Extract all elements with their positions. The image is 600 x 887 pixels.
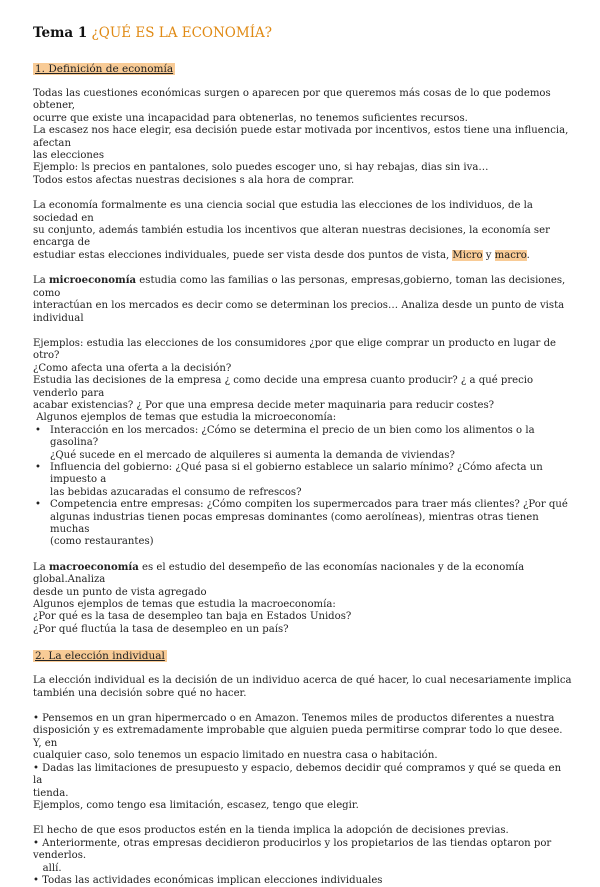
s2-p1-line2: también una decisión sobre qué no hacer. (33, 687, 247, 699)
s2-point2-line1: • Dadas las limitaciones de presupuesto y espacio, debemos decidir qué compramos y qué se queda en la (33, 762, 562, 787)
micro-term: microeconomía (48, 275, 137, 287)
macro-term: macroeconomía (48, 561, 139, 573)
examples-line3: Estudia las decisiones de la empresa ¿ como decide una empresa cuanto producir? ¿ a qué precio venderlo para (33, 375, 534, 399)
s1-p1-line4: las elecciones (33, 150, 105, 162)
s1-p1-line6: Todos estos afectas nuestras decisiones s ala hora de comprar. (33, 174, 355, 186)
page-title (33, 24, 572, 42)
macro-line5: ¿Por qué fluctúa la tasa de desempleo en un país? (33, 623, 289, 635)
s2-point1-line1: • Pensemos en un gran hipermercado o en Amazon. Tenemos miles de productos diferentes a nuestra (33, 713, 555, 725)
macro-highlight: macro (494, 249, 527, 261)
list-item: • Competencia entre empresas: ¿Cómo compiten los supermercados para traer más clientes? ¿Por qué algunas industrias tienen pocas empresas dominantes (como aerolíneas), mientras otras tienen muchas (como restaurantes) (50, 499, 572, 549)
examples-line1: Ejemplos: estudia las elecciones de los consumidores ¿por que elige comprar un producto en lugar de otro? (33, 337, 557, 362)
list-item: • Interacción en los mercados: ¿Cómo se determina el precio de un bien como los alimentos o la gasolina? ¿Qué sucede en el mercado de alquileres si aumenta la demanda de viviendas? (50, 425, 572, 462)
s2-p3-line2: • Anteriormente, otras empresas decidieron producirlos y los propietarios de las tiendas optaron por venderlos. (33, 837, 552, 862)
s1-p2-line2: su conjunto, además también estudia los incentivos que alteran nuestras decisiones, la economía ser encarga de (33, 225, 550, 249)
s1-p1-line2: ocurre que existe una incapacidad para obtenerlas, no tenemos suficientes recursos. (33, 112, 468, 124)
section2-heading: 2. La elección individual (35, 650, 165, 663)
title-number: Tema 1 (33, 25, 88, 41)
micro-line2: interactúan en los mercados es decir como se determinan los precios… Analiza desde un punto de vista (33, 300, 565, 312)
s2-point3-line1: Ejemplos, como tengo esa limitación, escasez, tengo que elegir. (33, 799, 359, 811)
s2-p3-line1: El hecho de que esos productos estén en la tienda implica la adopción de decisiones previas. (33, 825, 509, 837)
s2-point1-line2: disposición y es extremadamente improbable que alguien pueda permitirse comprar todo lo que desee. Y, en (33, 725, 563, 749)
s1-p2-line1: La economía formalmente es una ciencia social que estudia las elecciones de los individuos, de la sociedad en (33, 200, 533, 224)
micro-topic-list (33, 425, 572, 549)
s1-p1-line5: Ejemplo: ls precios en pantalones, solo puedes escoger uno, si hay rebajas, dias sin iva… (33, 162, 489, 174)
s2-point2-line2: tienda. (33, 787, 69, 799)
s1-p2-line3: estudiar estas elecciones individuales, puede ser vista desde dos puntos de vista, Micro y macro. (33, 249, 530, 261)
micro-highlight: Micro (452, 249, 483, 261)
micro-line1: La microeconomía estudia como las familias o las personas, empresas,gobierno, toman las decisiones, como (33, 275, 566, 299)
macro-line4: ¿Por qué es la tasa de desempleo tan baja en Estados Unidos? (33, 611, 352, 623)
examples-line2: ¿Como afecta una oferta a la decisión? (33, 362, 232, 374)
macro-line1: La macroeconomía es el estudio del desempeño de las economías nacionales y de la economía global.Analiza (33, 561, 525, 586)
section1-heading: 1. Definición de economía (35, 63, 174, 75)
s2-p3-line3: allí. (33, 862, 62, 874)
list-item: • Influencia del gobierno: ¿Qué pasa si el gobierno establece un salario mínimo? ¿Cómo afecta un impuesto a las bebidas azucaradas el consumo de refrescos? (50, 462, 572, 499)
macro-line2: desde un punto de vista agregado (33, 586, 207, 598)
s1-p1-line1: Todas las cuestiones económicas surgen o aparecen por que queremos más cosas de lo que podemos obtener, (33, 88, 551, 112)
s1-p1-line3: La escasez nos hace elegir, esa decisión puede estar motivada por incentivos, estos tiene una influencia, afectan (33, 125, 569, 149)
s2-point1-line3: cualquier caso, solo tenemos un espacio limitado en nuestra casa o habitación. (33, 750, 438, 762)
micro-line3: individual (33, 312, 84, 324)
s2-p1-line1: La elección individual es la decisión de un individuo acerca de qué hacer, lo cual necesariamente implica (33, 675, 572, 687)
macro-line3: Algunos ejemplos de temas que estudia la macroeconomía: (33, 599, 336, 611)
title-text: ¿QUÉ ES LA ECONOMÍA? (91, 25, 273, 41)
examples-line4: acabar existencias? ¿ Por que una empresa decide meter maquinaria para reducir costes? (33, 399, 495, 411)
examples-line5: Algunos ejemplos de temas que estudia la microeconomía: (33, 412, 337, 424)
s2-p3-line4: • Todas las actividades económicas implican elecciones individuales (33, 874, 383, 886)
